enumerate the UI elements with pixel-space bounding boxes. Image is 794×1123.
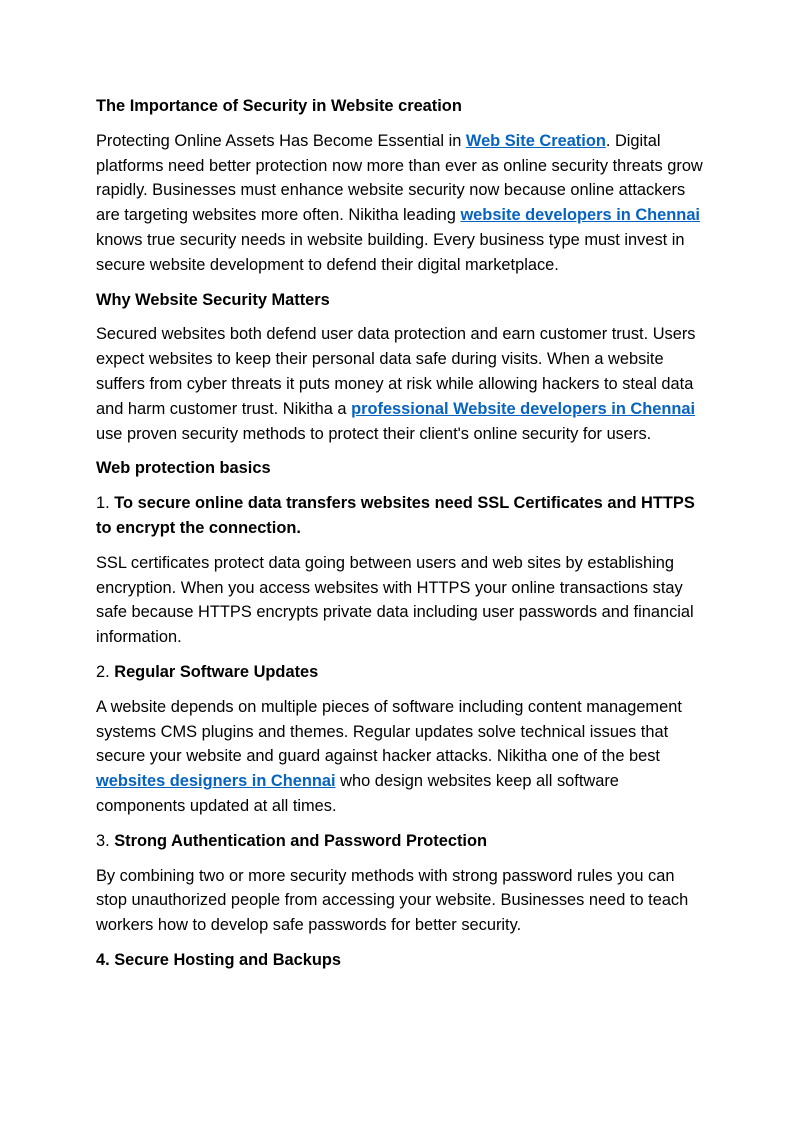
list-item-number: 3. (96, 831, 115, 850)
list-item-heading: Regular Software Updates (114, 662, 319, 681)
why-text-2: use proven security methods to protect their client's online security for users. (96, 424, 652, 443)
list-item-heading: Strong Authentication and Password Protection (114, 831, 487, 850)
page-title: The Importance of Security in Website creation (96, 97, 462, 115)
list-item-text-2 (96, 695, 706, 819)
list-item-number: 2. (96, 662, 115, 681)
list-item-title-1 (96, 491, 706, 541)
list-item-number: 1. (96, 494, 115, 513)
document-page (96, 94, 706, 983)
professional-website-developers-link[interactable]: professional Website developers in Chennai (351, 399, 696, 418)
updates-text-2: who design websites keep all software components updated at all times. (96, 772, 619, 815)
intro-text-3: knows true security needs in website building. Every business type must invest in secure website development to defend their digital marketplace. (96, 230, 685, 274)
why-security-paragraph (96, 322, 706, 446)
list-item-title-3 (96, 829, 706, 854)
updates-text-1: A website depends on multiple pieces of software including content management systems CMS plugins and themes. Regular updates solve technical issues that secure your website and guard against hacker attacks. Nikitha one of the best (96, 697, 682, 766)
intro-paragraph (96, 129, 706, 278)
list-item-text-3: By combining two or more security methods with strong password rules you can stop unauthorized people from accessing your website. Businesses need to teach workers how to develop safe passwords for better security. (96, 866, 689, 935)
list-item-text-1: SSL certificates protect data going between users and web sites by establishing encryption. When you access websites with HTTPS your online transactions stay safe because HTTPS encrypts private data including user passwords and financial information. (96, 553, 694, 647)
list-item-heading: To secure online data transfers websites need SSL Certificates and HTTPS to encrypt the connection. (96, 494, 695, 537)
list-item-number: 4. (96, 950, 115, 969)
list-item-heading: Secure Hosting and Backups (114, 950, 342, 969)
why-security-heading: Why Website Security Matters (96, 290, 330, 309)
websites-designers-chennai-link[interactable]: websites designers in Chennai (96, 772, 336, 791)
web-site-creation-link[interactable]: Web Site Creation (465, 131, 606, 150)
list-item-title-4 (96, 948, 706, 973)
intro-text-2: . Digital platforms need better protection now more than ever as online security threats grow rapidly. Businesses must enhance website security now because online attackers are targeting websites more often. Nikitha leading (96, 131, 703, 225)
list-item-title-2 (96, 660, 706, 685)
intro-text-1: Protecting Online Assets Has Become Essential in (96, 131, 466, 150)
website-developers-chennai-link[interactable]: website developers in Chennai (460, 206, 700, 225)
web-protection-basics-heading: Web protection basics (96, 459, 271, 478)
why-text-1: Secured websites both defend user data protection and earn customer trust. Users expect websites to keep their personal data safe during visits. When a website suffers from cyber threats it puts money at risk while allowing hackers to steal data and harm customer trust. Nikitha a (96, 325, 696, 418)
